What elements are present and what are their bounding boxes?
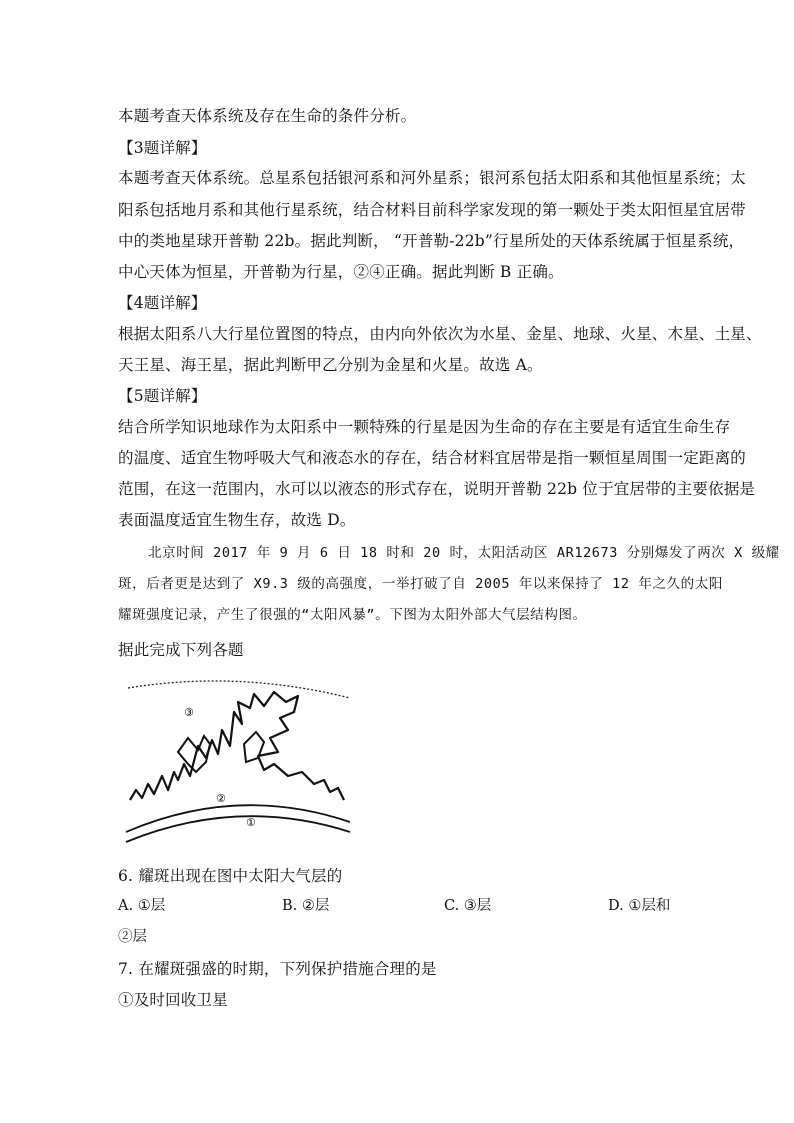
q6-option-a[interactable]: A. ①层 bbox=[118, 898, 166, 914]
solar-atmosphere-svg bbox=[118, 672, 358, 852]
q4-explanation-line2: 天王星、海王星，据此判断甲乙分别为金星和火星。故选 A。 bbox=[118, 356, 543, 374]
passage-line2: 斑，后者更是达到了 X9.3 级的高强度，一举打破了自 2005 年以来保持了 12 年之久的太阳 bbox=[118, 576, 723, 592]
q4-explanation-line1: 根据太阳系八大行星位置图的特点，由内向外依次为水星、金星、地球、火星、木星、土星、 bbox=[118, 325, 762, 343]
heading-q4: 【4题详解】 bbox=[118, 294, 207, 312]
passage-line1: 北京时间 2017 年 9 月 6 日 18 时和 20 时，太阳活动区 AR12673 分别爆发了两次 X 级耀 bbox=[148, 545, 780, 561]
heading-q3: 【3题详解】 bbox=[118, 139, 207, 157]
q5-explanation-line4: 表面温度适宜生物生存，故选 D。 bbox=[118, 511, 356, 529]
q3-explanation-line1: 本题考查天体系统。总星系包括银河系和河外星系；银河系包括太阳系和其他恒星系统；太 bbox=[118, 169, 747, 187]
q3-explanation-line4: 中心天体为恒星，开普勒为行星，②④正确。据此判断 B 正确。 bbox=[118, 263, 564, 281]
q5-explanation-line1: 结合所学知识地球作为太阳系中一颗特殊的行星是因为生命的存在主要是有适宜生命生存 bbox=[118, 418, 731, 436]
q3-explanation-line3: 中的类地星球开普勒 22b。据此判断， “开普勒-22b”行星所处的天体系统属于恒星系统， bbox=[118, 232, 745, 250]
intro-line: 本题考查天体系统及存在生命的条件分析。 bbox=[118, 107, 417, 125]
layer-label-3: ③ bbox=[184, 706, 194, 719]
q6-option-d[interactable]: D. ①层和 bbox=[608, 898, 671, 914]
q7-stem: 7. 在耀斑强盛的时期，下列保护措施合理的是 bbox=[118, 960, 437, 978]
layer-label-2: ② bbox=[216, 792, 226, 805]
heading-q5: 【5题详解】 bbox=[118, 387, 207, 405]
q6-option-b[interactable]: B. ②层 bbox=[282, 898, 330, 914]
layer-label-1: ① bbox=[246, 816, 256, 829]
q5-explanation-line2: 的温度、适宜生物呼吸大气和液态水的存在，结合材料宜居带是指一颗恒星周围一定距离的 bbox=[118, 449, 747, 467]
instruction-line: 据此完成下列各题 bbox=[118, 641, 244, 659]
q6-option-c[interactable]: C. ③层 bbox=[444, 898, 492, 914]
q7-option-1[interactable]: ①及时回收卫星 bbox=[118, 991, 228, 1009]
outer-boundary bbox=[128, 681, 350, 698]
flare-loop-right bbox=[244, 732, 264, 762]
layer-boundary-upper bbox=[126, 805, 350, 832]
q5-explanation-line3: 范围，在这一范围内，水可以以液态的形式存在，说明开普勒 22b 位于宜居带的主要依据是 bbox=[118, 480, 756, 498]
corona-outline bbox=[130, 692, 344, 800]
q3-explanation-line2: 阳系包括地月系和其他行星系统，结合材料目前科学家发现的第一颗处于类太阳恒星宜居带 bbox=[118, 201, 747, 219]
solar-atmosphere-diagram bbox=[118, 672, 358, 852]
passage-line3: 耀斑强度记录，产生了很强的“太阳风暴”。下图为太阳外部大气层结构图。 bbox=[118, 607, 587, 623]
q6-option-d-continued: ②层 bbox=[118, 929, 147, 945]
q6-stem: 6. 耀斑出现在图中太阳大气层的 bbox=[118, 867, 343, 885]
